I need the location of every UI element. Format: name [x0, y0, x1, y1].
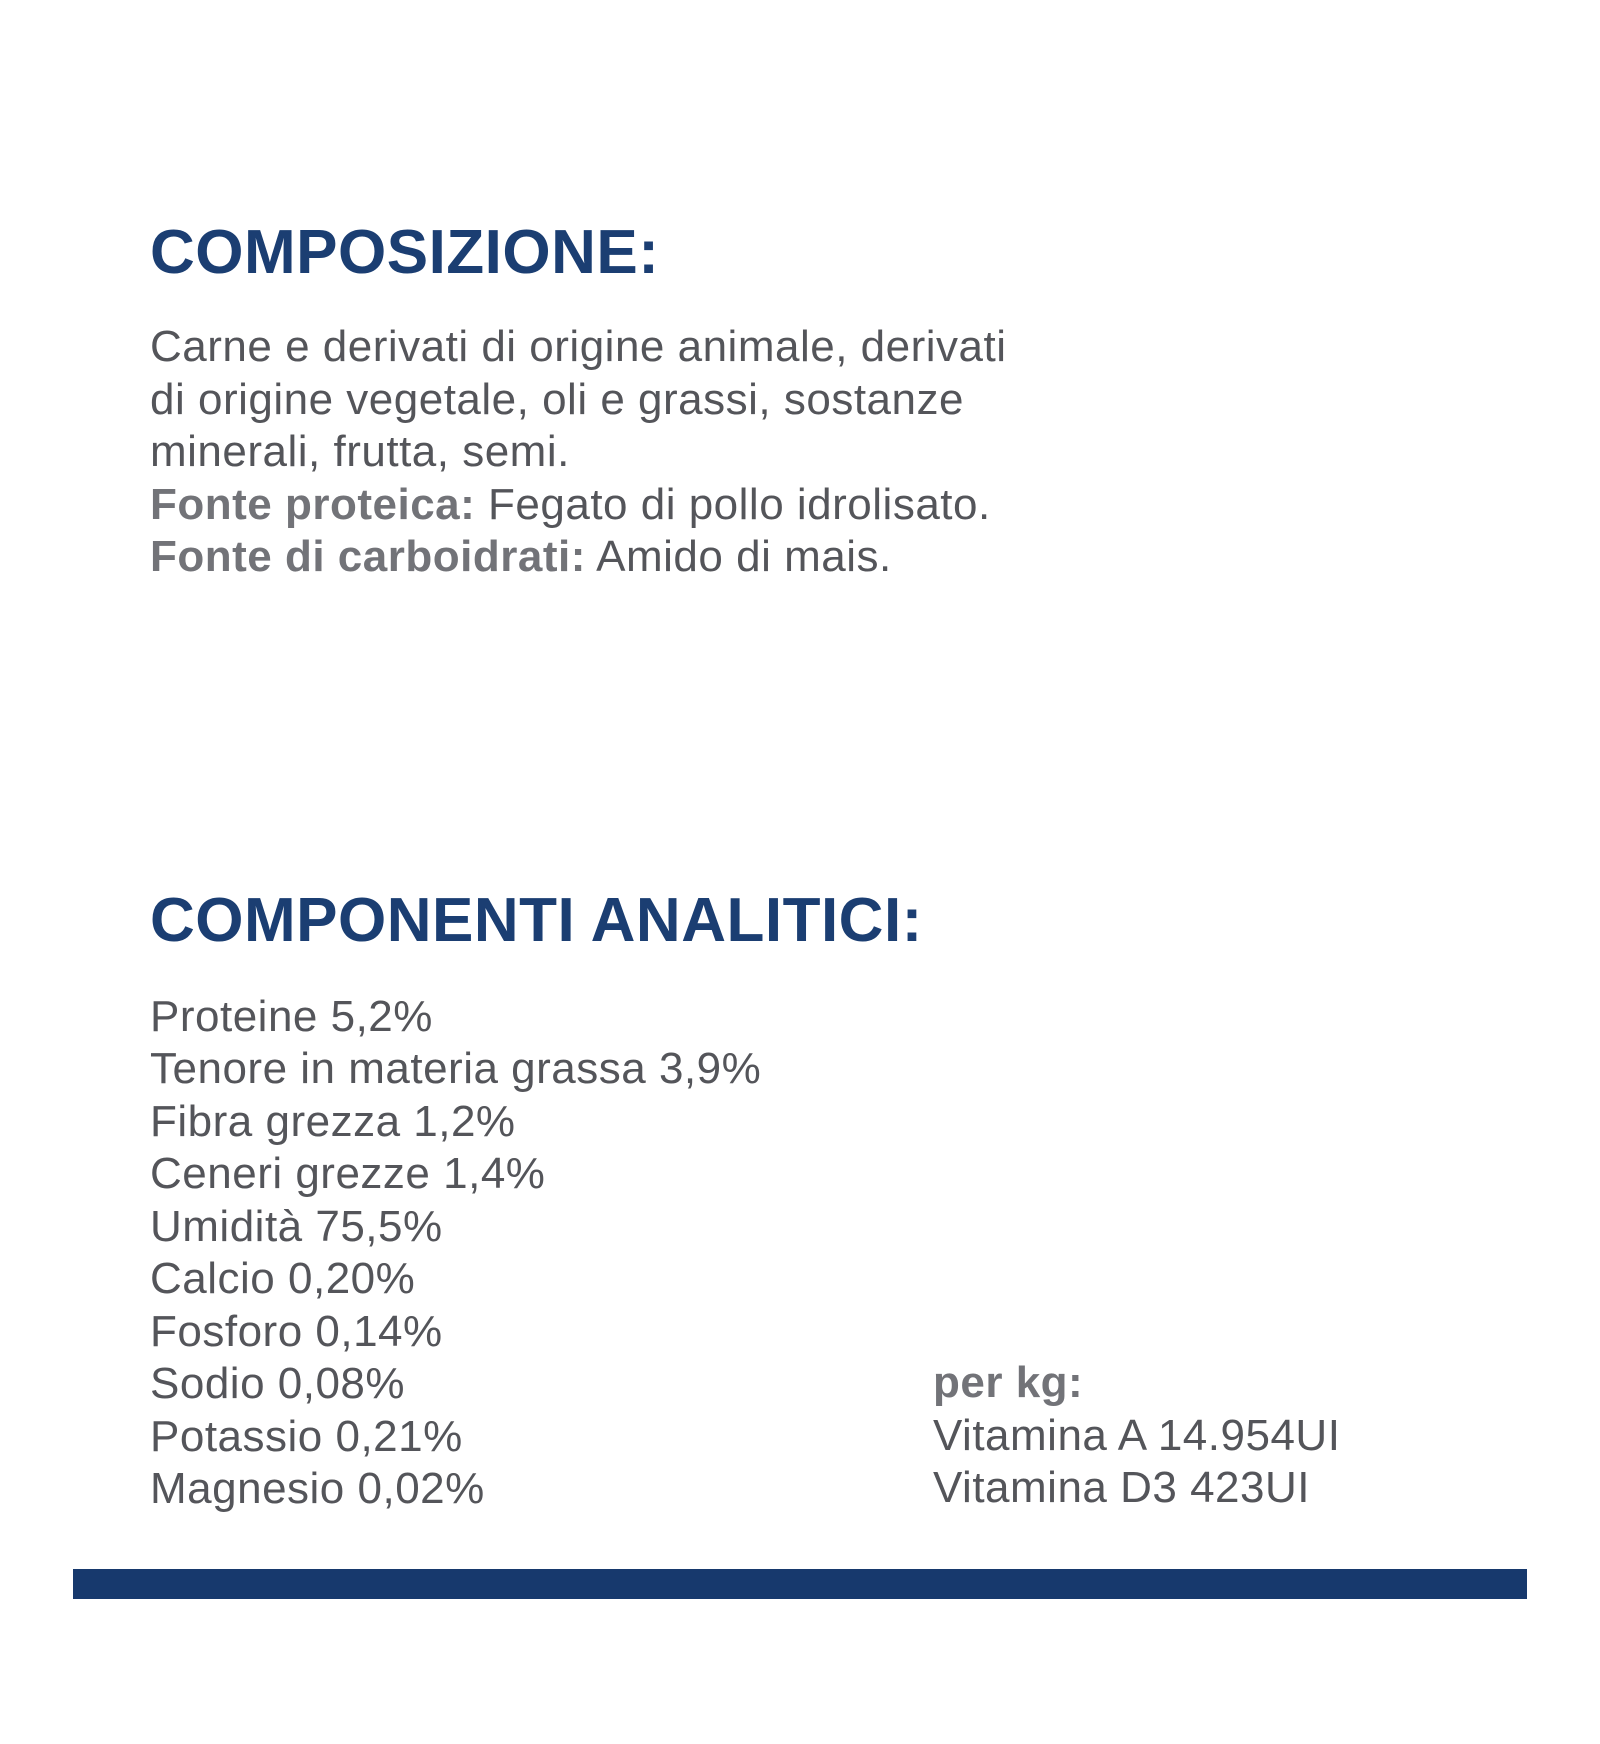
per-kg-label: per kg:	[933, 1358, 1084, 1407]
protein-source-label: Fonte proteica:	[150, 479, 476, 529]
analytics-item: Calcio 0,20%	[150, 1254, 416, 1303]
carb-source-value: Amido di mais.	[596, 532, 892, 581]
bottom-divider-bar	[73, 1569, 1527, 1599]
protein-source-line	[150, 479, 1540, 532]
carb-source-label: Fonte di carboidrati:	[150, 532, 586, 581]
composition-text	[150, 321, 1540, 584]
composition-line: Carne e derivati di origine animale, derivati	[150, 322, 1007, 371]
label-content	[0, 218, 1600, 1516]
analytics-item: Tenore in materia grassa 3,9%	[150, 1044, 762, 1093]
composition-heading: COMPOSIZIONE:	[150, 218, 660, 287]
carb-source-line	[150, 531, 1540, 584]
composition-line: di origine vegetale, oli e grassi, sostanze	[150, 374, 964, 424]
analytics-item: Fibra grezza 1,2%	[150, 1096, 516, 1146]
analytics-item: Potassio 0,21%	[150, 1411, 463, 1461]
analytics-item: Proteine 5,2%	[150, 991, 433, 1041]
analytics-heading: COMPONENTI ANALITICI:	[150, 885, 923, 955]
analytics-item: Fosforo 0,14%	[150, 1306, 443, 1356]
analytics-item: Sodio 0,08%	[150, 1359, 406, 1408]
analytics-item: Ceneri grezze 1,4%	[150, 1149, 546, 1198]
vitamin-d3-line: Vitamina D3 423UI	[933, 1463, 1310, 1512]
analytics-item: Umidità 75,5%	[150, 1201, 443, 1251]
vitamin-a-line: Vitamina A 14.954UI	[933, 1410, 1341, 1460]
composition-line: minerali, frutta, semi.	[150, 427, 570, 476]
analytics-item: Magnesio 0,02%	[150, 1464, 485, 1513]
per-kg-block	[933, 1357, 1340, 1515]
protein-source-value: Fegato di pollo idrolisato.	[488, 479, 991, 529]
